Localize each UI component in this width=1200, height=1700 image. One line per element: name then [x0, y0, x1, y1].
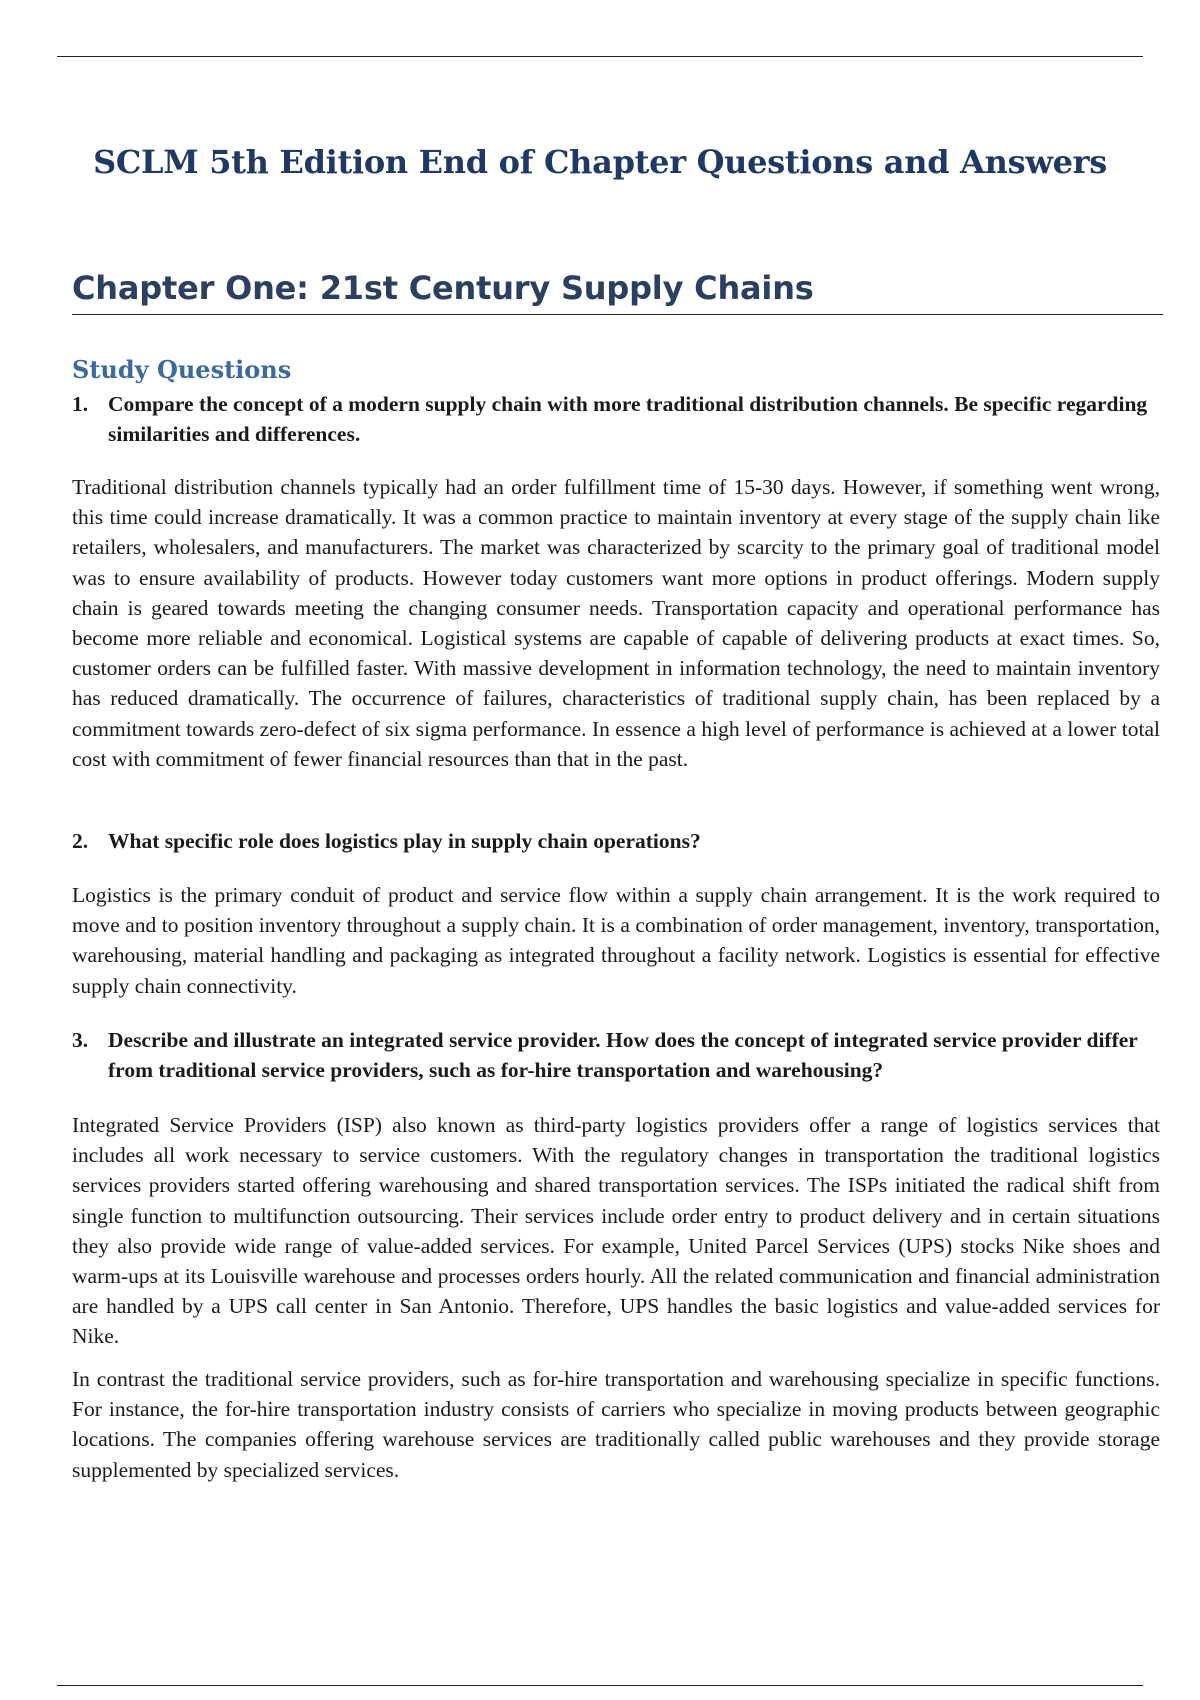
answer-3-paragraph-1: Integrated Service Providers (ISP) also known as third-party logistics providers offer a range of logistics services that includes all work necessary to service customers. With the regulatory changes in transportation the traditional logistics services providers started offering warehousing and shared transportation services. The ISPs initiated the radical shift from single function to multifunction outsourcing. Their services include order entry to product delivery and in certain situations they also provide wide range of value-added services. For example, United Parcel Services (UPS) stocks Nike shoes and warm-ups at its Louisville warehouse and processes orders hourly. All the related communication and financial administration are handled by a UPS call center in San Antonio. Therefore, UPS handles the basic logistics and value-added services for Nike. [72, 1113, 1160, 1349]
top-rule [57, 56, 1143, 57]
question-number: 1. [72, 392, 89, 416]
question-number: 3. [72, 1028, 89, 1052]
question-text: What specific role does logistics play in supply chain operations? [108, 829, 701, 853]
bottom-rule [57, 1685, 1143, 1686]
answer-3-paragraph-2: In contrast the traditional service providers, such as for-hire transportation and warehousing specialize in specific functions. For instance, the for-hire transportation industry consists of carriers who specialize in moving products between geographic locations. The companies offering warehouse services are traditionally called public warehouses and they provide storage supplemented by specialized services. [72, 1367, 1160, 1482]
answer-2-paragraph: Logistics is the primary conduit of product and service flow within a supply chain arrangement. It is the work required to move and to position inventory throughout a supply chain. It is a combination of order management, inventory, transportation, warehousing, material handling and packaging as integrated throughout a facility network. Logistics is essential for effective supply chain connectivity. [72, 883, 1160, 998]
question-number: 2. [72, 829, 89, 853]
question-text: Describe and illustrate an integrated service provider. How does the concept of integrated service provider differ from traditional service providers, such as for-hire transportation and warehousing? [108, 1028, 1138, 1082]
section-heading: Study Questions [72, 355, 292, 384]
question-2 [72, 826, 1160, 856]
question-text: Compare the concept of a modern supply chain with more traditional distribution channels. Be specific regarding similarities and differences. [108, 392, 1148, 446]
answer-1-paragraph: Traditional distribution channels typically had an order fulfillment time of 15-30 days. However, if something went wrong, this time could increase dramatically. It was a common practice to maintain inventory at every stage of the supply chain like retailers, wholesalers, and manufacturers. The market was characterized by scarcity to the primary goal of traditional model was to ensure availability of products. However today customers want more options in product offerings. Modern supply chain is geared towards meeting the changing consumer needs. Transportation capacity and operational performance has become more reliable and economical. Logistical systems are capable of capable of delivering products at exact times. So, customer orders can be fulfilled faster. With massive development in information technology, the need to maintain inventory has reduced dramatically. The occurrence of failures, characteristics of traditional supply chain, has been replaced by a commitment towards zero-defect of six sigma performance. In essence a high level of performance is achieved at a lower total cost with commitment of fewer financial resources than that in the past. [72, 475, 1160, 771]
document-title: SCLM 5th Edition End of Chapter Questions and Answers [93, 143, 1107, 182]
question-3 [72, 1025, 1160, 1085]
question-1 [72, 389, 1160, 449]
chapter-heading: Chapter One: 21st Century Supply Chains [72, 269, 1163, 315]
